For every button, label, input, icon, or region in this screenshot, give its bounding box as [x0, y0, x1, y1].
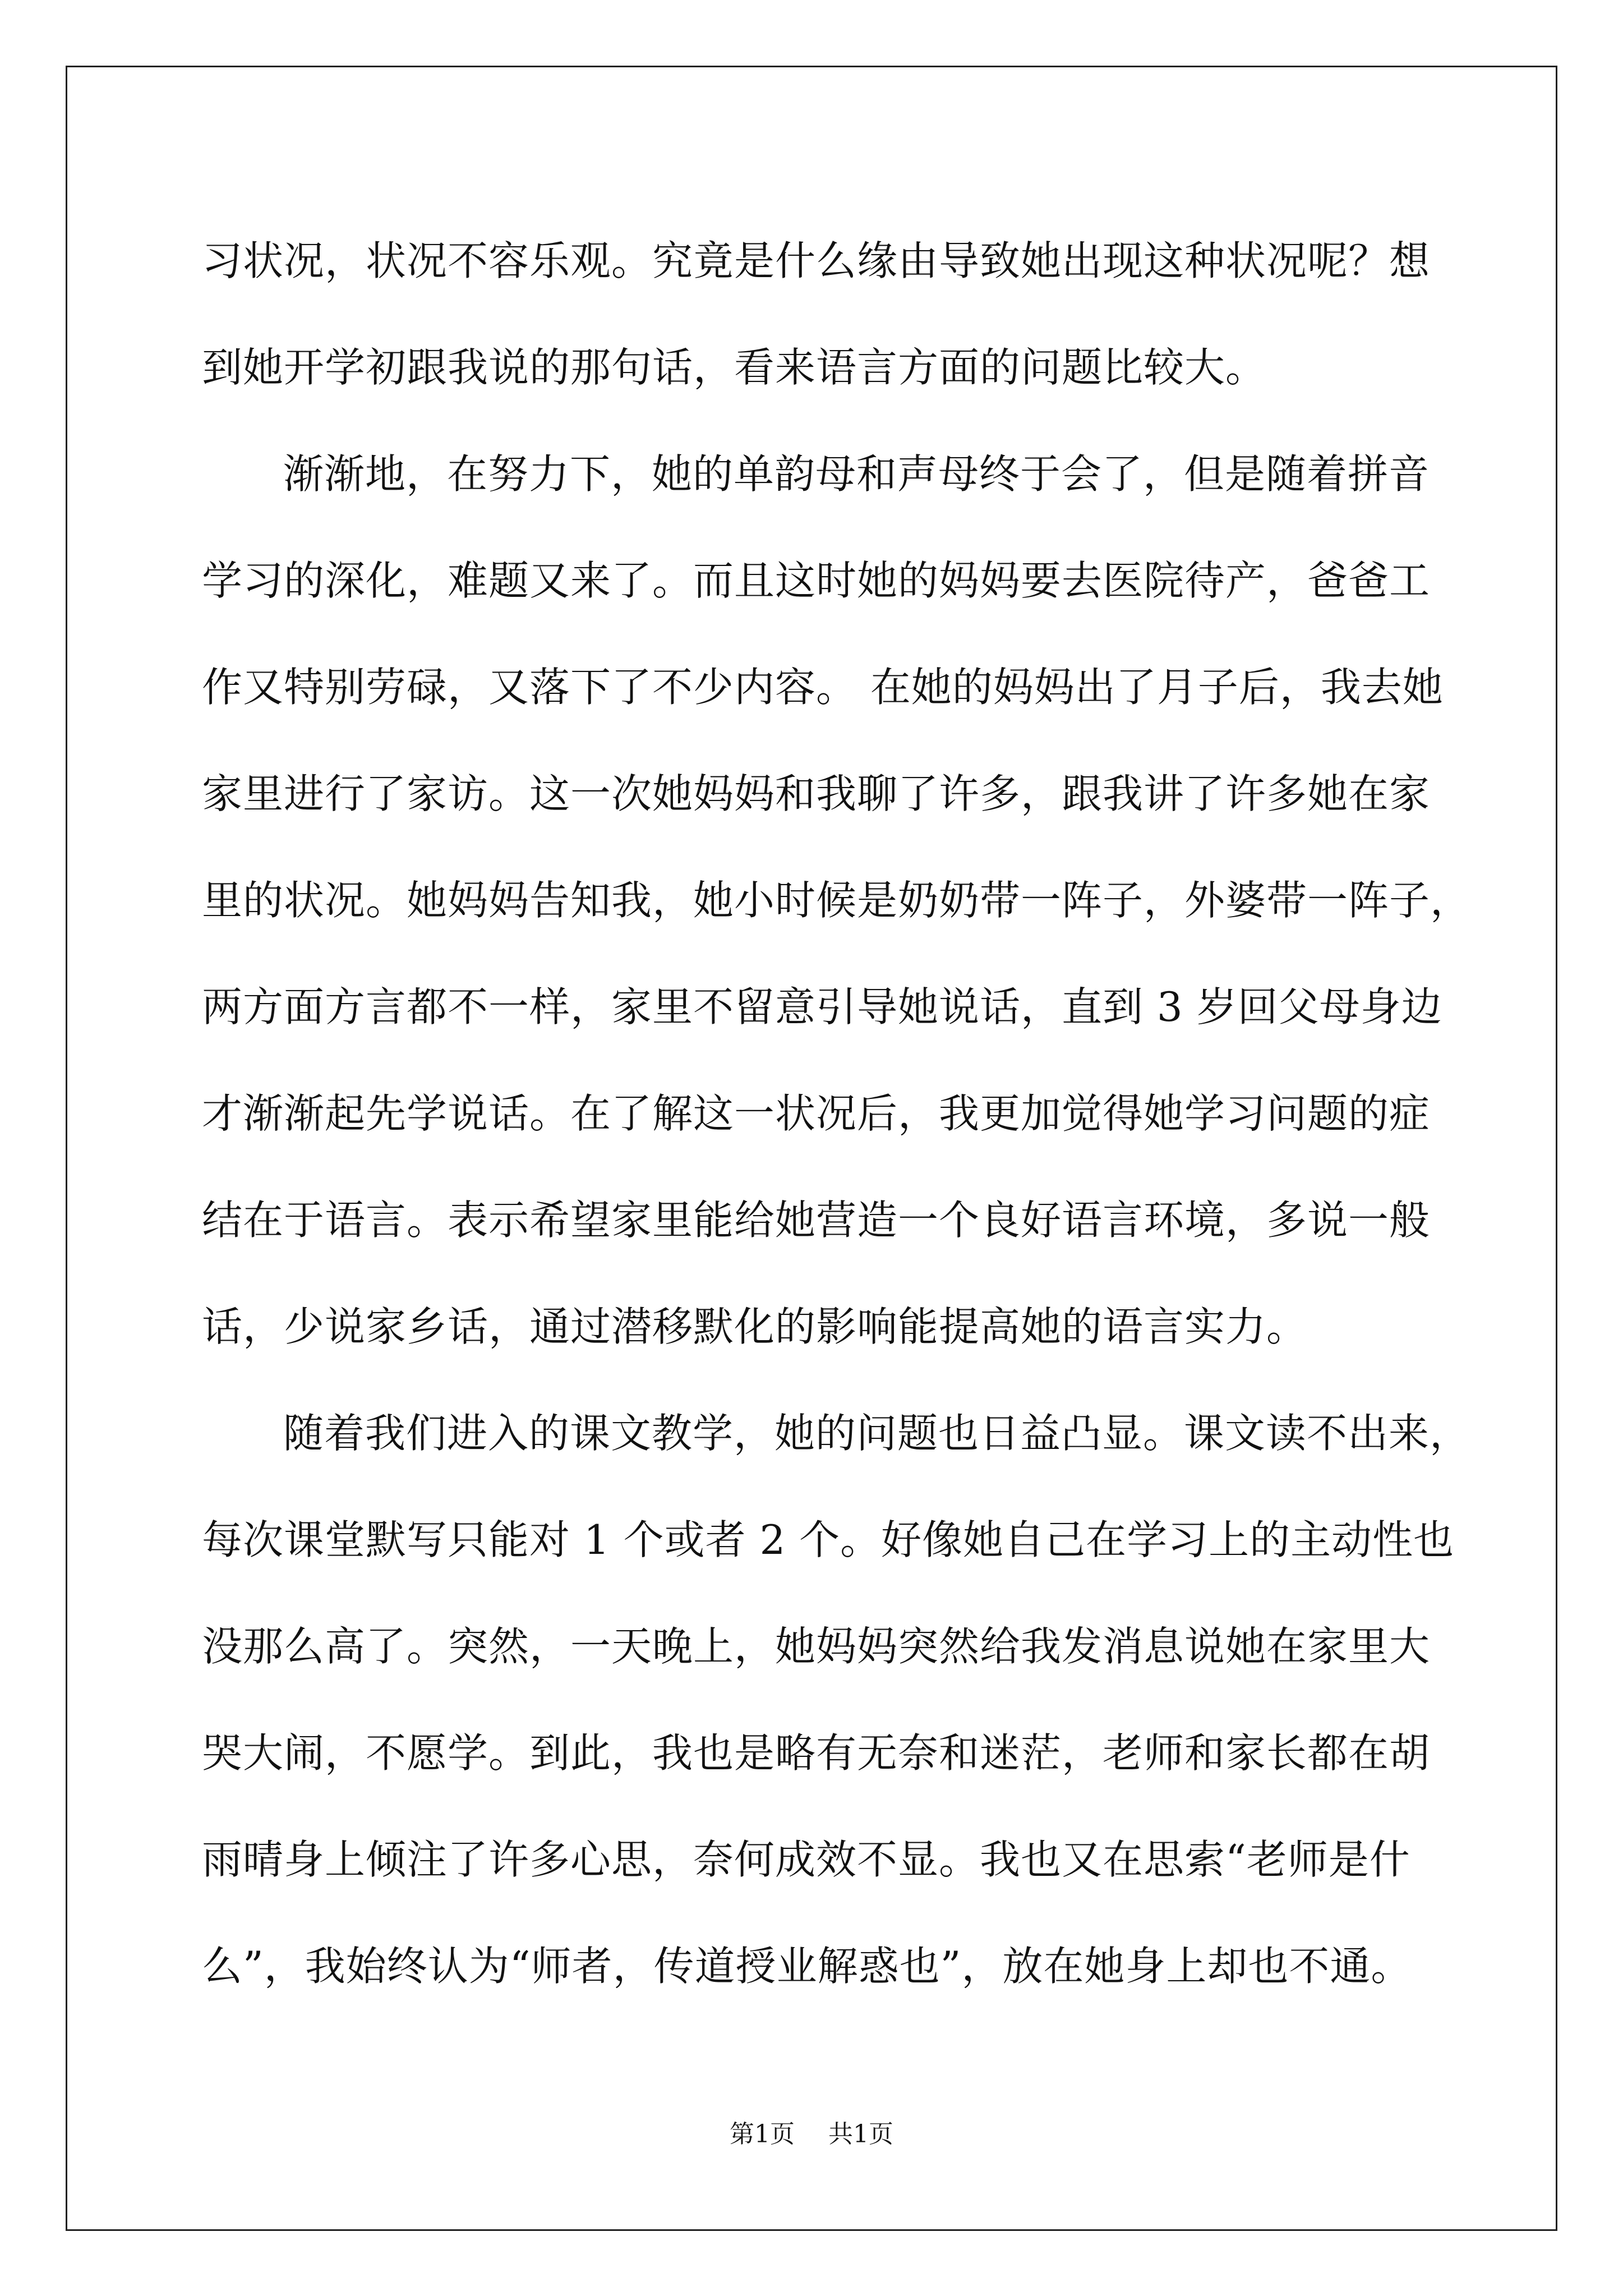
text-line: 随着我们进入的课文教学，她的问题也日益凸显。课文读不出来，	[283, 1410, 1471, 1457]
text-line: 没那么高了。突然，一天晚上，她妈妈突然给我发消息说她在家里大	[202, 1623, 1431, 1670]
paragraph-1	[202, 208, 1436, 421]
text-line: 学习的深化，难题又来了。而且这时她的妈妈要去医院待产，爸爸工	[202, 557, 1431, 604]
paragraph-2	[202, 421, 1472, 1380]
document-body	[202, 208, 1472, 2019]
text-line: 哭大闹，不愿学。到此，我也是略有无奈和迷茫，老师和家长都在胡	[202, 1729, 1431, 1777]
text-line: 渐渐地，在努力下，她的单韵母和声母终于会了，但是随着拼音	[283, 450, 1430, 498]
text-line: 每次课堂默写只能对 1 个或者 2 个。好像她自己在学习上的主动性也	[202, 1516, 1455, 1563]
text-line: 结在于语言。表示希望家里能给她营造一个良好语言环境，多说一般	[202, 1197, 1431, 1244]
text-line: 么”，我始终认为“师者，传道授业解惑也”，放在她身上却也不通。	[202, 1943, 1412, 1990]
text-line: 到她开学初跟我说的那句话，看来语言方面的问题比较大。	[202, 344, 1267, 391]
text-line: 两方面方言都不一样，家里不留意引导她说话，直到 3 岁回父母身边	[202, 983, 1442, 1030]
text-line: 里的状况。她妈妈告知我，她小时候是奶奶带一阵子，外婆带一阵子，	[202, 877, 1472, 924]
text-line: 才渐渐起先学说话。在了解这一状况后，我更加觉得她学习问题的症	[202, 1090, 1431, 1137]
paragraph-3	[202, 1380, 1471, 2019]
text-line: 话，少说家乡话，通过潜移默化的影响能提高她的语言实力。	[202, 1303, 1308, 1350]
page-number: 第1页	[730, 2120, 795, 2148]
page-footer	[0, 2118, 1623, 2151]
text-line: 作又特别劳碌，又落下了不少内容。 在她的妈妈出了月子后，我去她	[202, 664, 1444, 711]
text-line: 习状况，状况不容乐观。究竟是什么缘由导致她出现这种状况呢？想	[202, 237, 1431, 284]
page-total: 共1页	[828, 2120, 893, 2148]
text-line: 雨晴身上倾注了许多心思，奈何成效不显。我也又在思索“老师是什	[202, 1836, 1410, 1883]
text-line: 家里进行了家访。这一次她妈妈和我聊了许多，跟我讲了许多她在家	[202, 770, 1431, 817]
